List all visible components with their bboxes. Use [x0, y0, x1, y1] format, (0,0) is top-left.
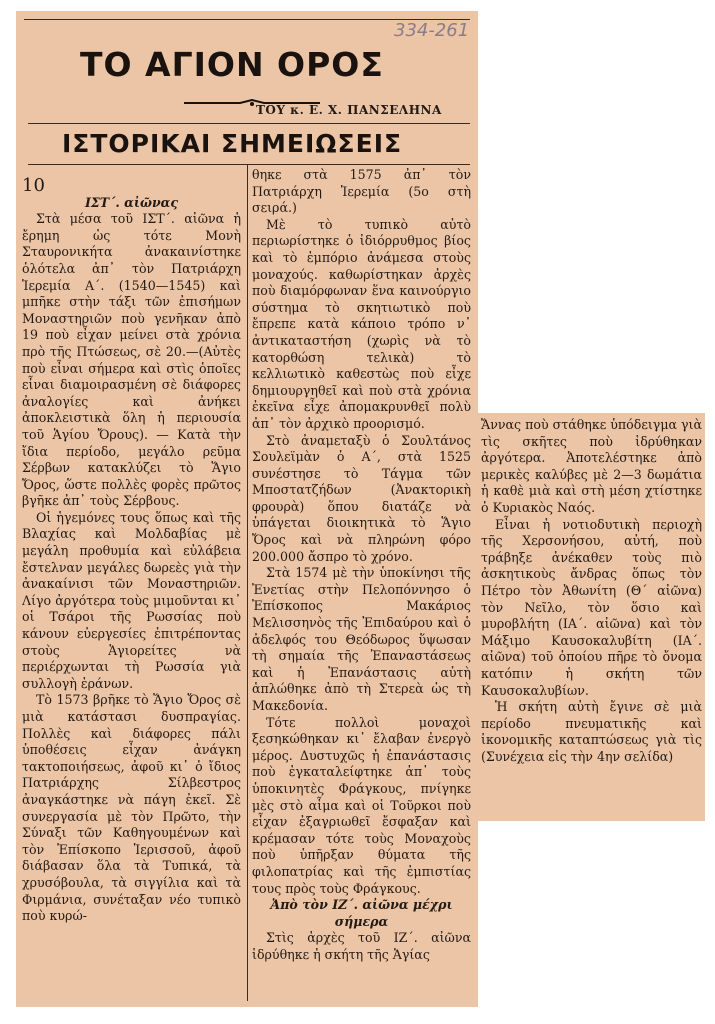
paragraph: Στὸ ἀναμεταξὺ ὁ Σουλτάνος Σουλεϊμὰν ὁ Α΄, στὰ 1525 συνέστησε τὸ Τάγμα τῶν Μποστατζήδων (Ἀνακτορικὴ φρουρὰ) ὅπου διατάζε νὰ ὑπάγεται διοικητικὰ τὸ Ἅγιο Ὄρος καὶ νὰ πληρώνη φόρο 200.000 ἄσπρο τὸ χρόνο. [252, 432, 471, 564]
main-clipping [16, 11, 478, 1007]
column-2 [252, 167, 471, 964]
part-number: 10 [22, 175, 45, 196]
paragraph: Ἄννας ποὺ στάθηκε ὑπόδειγμα γιὰ τὶς σκῆτες ποὺ ἱδρύθηκαν ἀργότερα. Ἀποτελέστηκε ἀπὸ μερικὲς καλύβες μὲ 2—3 δωμάτια ἡ καθὲ μιὰ καὶ στὴ μέση χτίστηκε ὁ Κυριακὸς Ναός. [481, 417, 702, 515]
paragraph: Ἡ σκήτη αὐτὴ ἔγινε σὲ μιὰ περίοδο πνευματικῆς καὶ ἰκονομικῆς καταπτώσεως γιὰ τὶς (Συνέχεια εἰς τὴν 4ην σελίδα) [481, 699, 702, 764]
section-heading: ΙΣΤ΄. αἰῶνας [84, 194, 179, 210]
article-title: ΤΟ ΑΓΙΟΝ ΟΡΟΣ [80, 45, 384, 84]
paragraph: Στὰ 1574 μὲ τὴν ὑποκίνησι τῆς Ἐνετίας στὴν Πελοπόννησο ὁ Ἐπίσκοπος Μακάριος Μελισσηνὸς τῆς Ἐπιδαύρου καὶ ὁ ἀδελφός του Θεόδωρος ὕψωσαν τὴ σημαία τῆς Ἐπαναστάσεως καὶ ἡ Ἐπανάστασις αὐτὴ ἁπλώθηκε ἀπὸ τὴ Στερεὰ ὡς τὴ Μακεδονία. [252, 565, 471, 713]
section-heading: Ἀπὸ τὸν ΙΖ΄. αἰῶνα μέχρι σήμερα [270, 897, 453, 929]
paragraph: θηκε στὰ 1575 ἀπ᾿ τὸν Πατριάρχη Ἱερεμία (5ο στὴ σειρά.) [252, 167, 471, 216]
paragraph: Οἱ ἡγεμόνες τους ὅπως καὶ τῆς Βλαχίας καὶ Μολδαβίας μὲ μεγάλη προθυμία καὶ εὐλάβεια ἔστελναν μεγάλες δωρεὲς γιὰ τὴν ἀνακαίνισι τῶν Μοναστηριῶν. Λίγο ἀργότερα τοὺς μιμοῦνται κι᾿ οἱ Τσάροι τῆς Ρωσσίας ποὺ κάνουν εὐεργεσίες ἐπιτρέποντας στοὺς Ἁγιορείτες νὰ περιέρχωνται τὴ Ρωσσία γιὰ συλλογὴ ἐράνων. [22, 509, 241, 691]
paragraph: Στὶς ἀρχὲς τοῦ ΙΖ΄. αἰῶνα ἱδρύθηκε ἡ σκήτη τῆς Ἁγίας [252, 930, 471, 962]
byline-rule [28, 123, 470, 124]
paragraph: Εἶναι ἡ νοτιοδυτικὴ περιοχὴ τῆς Χερσονήσου, αὐτή, ποὺ τράβηξε ἀνέκαθεν τοὺς πιὸ ἀσκητικοὺς ἄνδρας ὅπως τὸν Πέτρο τὸν Ἀθωνίτη (Θ΄ αἰῶνα) τὸν Νεῖλο, τὸν ὅσιο καὶ μυροβλήτη (ΙΑ΄. αἰῶνα) καὶ τὸν Μάξιμο Καυσοκαλυβίτη (ΙΑ΄. αἰῶνα) τοῦ ὁποίου πῆρε τὸ ὄνομα κατόπιν ἡ σκήτη τῶν Καυσοκαλυβίων. [481, 516, 702, 698]
column-1 [22, 175, 241, 925]
byline: ΤΟΥ κ. Ε. Χ. ΠΑΝΣΕΛΗΝΑ [256, 103, 442, 117]
handwritten-annotation: 334-261 [394, 20, 470, 41]
column-3 [481, 417, 702, 765]
paragraph: Μὲ τὸ τυπικὸ αὐτὸ περιωρίστηκε ὁ ἰδιόρρυθμος βίος καὶ τὸ ἐμπόριο ἀνάμεσα στοὺς μοναχούς. καθωρίστηκαν ἀρχὲς ποὺ διαμόρφωναν ἕνα καινούργιο σύστημα τὸ σκητιωτικὸ ποὺ ἔπρεπε κατὰ κάποιο τρόπο ν᾿ ἀντικαταστήση (χωρὶς νὰ τὸ κατορθώση τελικὰ) τὸ κελλιωτικὸ καθεστὼς ποὺ εἶχε δημιουργηθεῖ καὶ ποὺ στὰ χρόνια ἐκεῖνα εἶχε ἀπομακρυνθεῖ πολὺ ἀπ᾿ τὸν ἀρχικὸ προορισμό. [252, 216, 471, 431]
paragraph: Τότε πολλοὶ μοναχοὶ ξεσηκώθηκαν κι᾿ ἔλαβαν ἐνεργὸ μέρος. Δυστυχῶς ἡ ἐπανάστασις ποὺ ἐγκαταλείφτηκε ἀπ᾿ τοὺς ὑποκινητὲς Φράγκους, πνίγηκε μὲς στὸ αἷμα καὶ οἱ Τοῦρκοι ποὺ εἶχαν ἐξαγριωθεῖ ἔσφαξαν καὶ κρέμασαν τότε τοὺς Μοναχοὺς ποὺ ὑπῆρξαν θύματα τῆς φιλοπατρίας καὶ τῆς ἐμπιστίας τους πρὸς τοὺς Φράγκους. [252, 714, 471, 896]
continuation-clipping [478, 413, 705, 821]
paragraph: Στὰ μέσα τοῦ ΙΣΤ΄. αἰῶνα ἡ ἔρημη ὡς τότε Μονὴ Σταυρονικήτα ἀνακαινίστηκε ὁλότελα ἀπ᾿ τὸν Πατριάρχη Ἱερεμία Α΄. (1540—1545) καὶ μπῆκε στὴν τάξι τῶν ἐπισήμων Μοναστηριῶν ποὺ γενῆκαν ἀπὸ 19 ποὺ εἶχαν μείνει στὰ χρόνια πρὸ τῆς Πτώσεως, σὲ 20.—(Αὐτὲς ποὺ εἶναι σήμερα καὶ στὶς ὁποῖες εἶναι διαμοιρασμένη σὲ διάφορες ἀναλογίες καὶ ἀνήκει ἀποκλειστικὰ ὅλη ἡ περιουσία τοῦ Ἁγίου Ὄρους). — Κατὰ τὴν ἴδια περίοδο, μεγάλο ρεῦμα Σέρβων κατακλύζει τὸ Ἅγιο Ὄρος, ὥστε πολλὲς φορὲς πρῶτος βγῆκε ἀπ᾿ τοὺς Σέρβους. [22, 211, 241, 509]
paragraph: Τὸ 1573 βρῆκε τὸ Ἅγιο Ὄρος σὲ μιὰ κατάστασι δυσπραγίας. Πολλὲς καὶ διάφορες πάλι ὑποθέσεις εἶχαν ἀνάγκη τακτοποιήσεως, ἀφοῦ κι᾿ ὁ ἴδιος Πατριάρχης Σίλβεστρος ἀναγκάστηκε νὰ πάγη ἐκεῖ. Σὲ συνεργασία μὲ τὸν Πρῶτο, τὴν Σύναξι τῶν Καθηγουμένων καὶ τὸν Ἐπίσκοπο Ἱερισσοῦ, ἀφοῦ διάβασαν ὅλα τὰ Τυπικά, τὰ χρυσόβουλα, τὰ σιγγίλια καὶ τὰ Φιρμάνια, συνέταξαν νέο τυπικὸ ποὺ κυρώ- [22, 692, 241, 924]
subtitle-rule [28, 164, 470, 165]
article-subtitle: ΙΣΤΟΡΙΚΑΙ ΣΗΜΕΙΩΣΕΙΣ [62, 129, 403, 158]
column-rule [247, 164, 248, 1001]
